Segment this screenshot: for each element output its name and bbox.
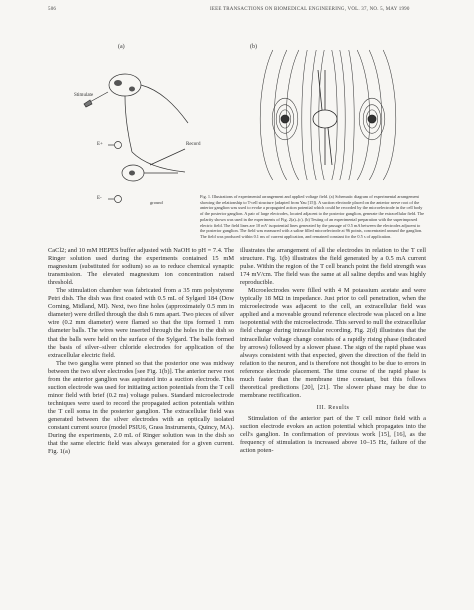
field-electrode-left — [281, 115, 289, 123]
paragraph: Stimulation of the anterior part of the T cell minor field with a suction electrode evokes an action potential which propagates into the cell's ganglion. In confirmation of previous work [15], [16], as the frequency of stimulation is increased above 10–15 Hz, failure of the action poten- — [240, 414, 426, 455]
isopotential-line — [274, 50, 287, 180]
isopotential-line — [302, 50, 307, 180]
right-column — [240, 247, 426, 455]
isopotential-contour — [276, 105, 294, 134]
record-label: Record — [186, 142, 201, 147]
t-cell-axon — [132, 152, 185, 172]
anterior-ganglion — [109, 74, 141, 96]
isopotential-line — [369, 50, 382, 180]
posterior-ganglion — [122, 165, 144, 181]
isopotential-contour — [363, 105, 381, 134]
e-plus-label: E+ — [97, 142, 103, 147]
isopotential-contour — [272, 98, 298, 140]
e-minus-label: E- — [97, 196, 102, 201]
isopotential-line — [311, 50, 316, 180]
running-header: IEEE TRANSACTIONS ON BIOMEDICAL ENGINEERING, VOL. 37, NO. 5, MAY 1990 — [210, 7, 410, 12]
paragraph: The stimulation chamber was fabricated from a 35 mm polystyrene Petri dish. The dish was first coated with 0.5 mL of Sylgard 184 (Dow Corning, Midland, MI). Next, two fine holes (approximately 0.5 mm in diameter) were drilled through the dish 6 mm apart. Two pieces of silver wire (0.2 mm diameter) were flamed so that the tips formed 1 mm diameter balls. The wires were inserted through the holes in the dish so that the balls were held on the surface of the Sylgard. The balls formed the basis of silver–silver chloride electrodes for application of the extracellular electric field. — [48, 287, 234, 359]
isopotential-line — [340, 50, 345, 180]
field-ganglion — [313, 110, 337, 128]
paragraph: Microelectrodes were filled with 4 M potassium acetate and were typically 18 MΩ in impedance. Just prior to cell penetration, when the microelectrode was adjacent to the cell, an extracellular field was applied and a moveable ground reference electrode was placed on a line isopotential with the microelectrode. This served to null the extracellular field change during intracellular recording. Fig. 2(d) illustrates that the intracellular voltage change consists of a rapidly rising phase (indicated by arrows) followed by a slower phase. The sign of the rapid phase was always consistent with that expected, given the direction of the field in relation to the neuron, and is therefore not thought to be due to errors in reference electrode placement. The time course of the rapid phase is much faster than the membrane time constant, but this follows theoretical predictions [20], [21]. The slower phase may be due to membrane rectification. — [240, 287, 426, 399]
field-electrode-right — [368, 115, 376, 123]
isopotential-line — [383, 50, 396, 180]
isopotential-line — [332, 50, 337, 180]
stimulate-label: Stimulate — [74, 93, 94, 98]
recording-microelectrode — [150, 149, 185, 165]
connective — [141, 85, 188, 123]
page-number: 506 — [48, 7, 57, 12]
electrode-plus — [115, 142, 122, 149]
isopotential-line — [260, 50, 273, 180]
ground-label: ground — [150, 200, 163, 205]
left-column — [48, 247, 234, 456]
isopotential-line — [357, 50, 370, 180]
electrode-minus — [115, 196, 122, 203]
isopotential-line — [319, 50, 324, 180]
panel-b-label: (b) — [250, 44, 257, 50]
paragraph: The two ganglia were pinned so that the posterior one was midway between the two silver electrodes [see Fig. 1(b)]. The anterior nerve root from the anterior ganglion was aspirated into a suction electrode. This suction electrode was used for initiating action potentials from the T cell minor field with brief (0.2 ms) voltage pulses. Standard microelectrode techniques were used to record the propagated action potentials within the T cell soma in the posterior ganglion. The extracellular field was generated between the silver electrodes with an optically isolated constant current source (model PSIU6, Grass Instruments, Quincy, MA). During the experiments, 2.0 mL of Ringer solution was in the dish so that the same electric field was always generated for a given current. Fig. 1(a) — [48, 359, 234, 456]
isopotential-line — [286, 50, 299, 180]
paragraph: CaCl2; and 10 mM HEPES buffer adjusted with NaOH to pH = 7.4. The Ringer solution used during the experiments contained 15 mM magnesium (substituted for sodium) so as to reduce chemical synaptic transmission. The elevated magnesium ion concentration raised threshold. — [48, 247, 234, 287]
figure-caption: Fig. 1. Illustrations of experimental arrangement and applied voltage field. (a) Schematic diagram of experimental arrangement showing the relationship to T-cell structure (adapted from Yau [15]). A suction electrode placed on the anterior nerve root of the anterior ganglion was used to evoke a propagated action potential which could be recorded by the microelectrode in the cell body of the posterior ganglion. A pair of large electrodes, located adjacent to the posterior ganglion, generate the extracellular field. The polarity shown was used in the experiments of Fig. 2(a)–(c). (b) Testing of an experimental preparation with the superimposed electric field. The field lines are 10 mV isopotential lines generated by the passage of 0.5 mA between the electrodes adjacent to the posterior ganglion. The field was measured with a saline filled microelectrode at 96 points, concentrated around the ganglion. The field was produced within 0.1 ms of current application, and remained constant for the 0.5 s of application. — [200, 194, 425, 239]
section-heading: III. Results — [316, 404, 350, 411]
paragraph: illustrates the arrangement of all the electrodes in relation to the T cell structure. Fig. 1(b) illustrates the field generated by a 0.5 mA current pulse. Within the region of the T cell branch point the field strength was 174 mV/cm. The field was the same at all saline depths and was highly reproducible. — [240, 247, 426, 287]
isopotential-line — [349, 50, 354, 180]
isopotential-contour — [359, 98, 385, 140]
panel-a-label: (a) — [118, 44, 125, 50]
isopotential-contour — [279, 110, 290, 128]
isopotential-contour — [366, 110, 377, 128]
